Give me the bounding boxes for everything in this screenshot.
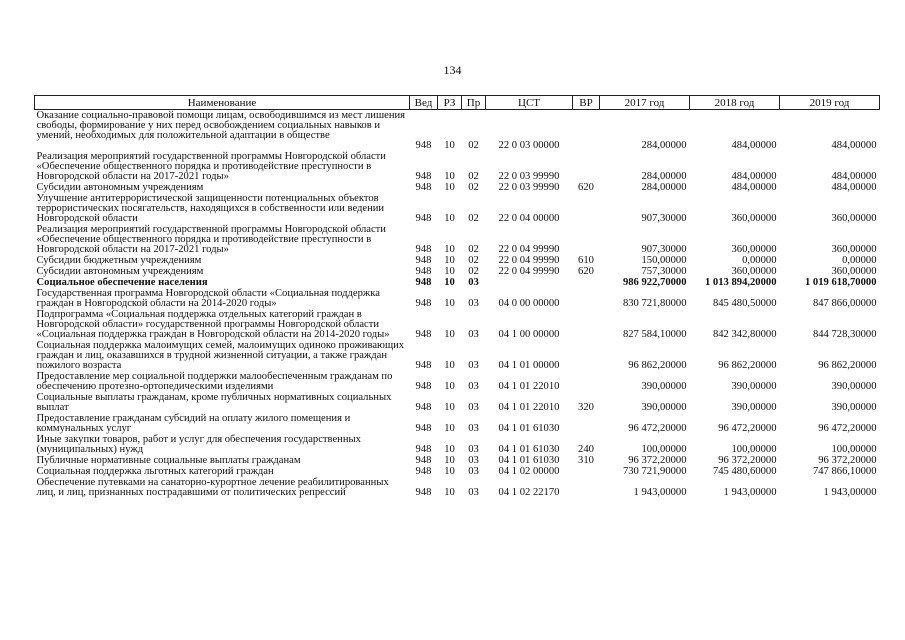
page-number: 134 — [443, 63, 462, 77]
row-2019: 360,00000 — [831, 244, 877, 255]
header-pr: Пр — [462, 96, 486, 110]
row-ved: 948 — [415, 298, 432, 309]
row-rz: 10 — [444, 444, 455, 455]
row-vr — [573, 110, 600, 142]
row-rz: 10 — [444, 329, 455, 340]
row-ved: 948 — [415, 266, 432, 277]
row-ved — [410, 110, 438, 142]
row-pr: 03 — [468, 277, 479, 288]
row-name: Обеспечение путевками на санаторно-курортное лечение реабилитированных лиц, и лиц, признанных пострадавшими от политических репрессий — [36, 477, 389, 498]
row-pr: 02 — [468, 255, 479, 266]
row-2018: 360,00000 — [731, 213, 777, 224]
row-2018: 96 862,20000 — [718, 360, 777, 371]
row-name: Социальное обеспечение населения — [36, 277, 208, 288]
row-2017: 100,00000 — [641, 444, 687, 455]
row-ved: 948 — [415, 466, 432, 477]
table-row — [35, 413, 880, 434]
table-row — [35, 255, 880, 266]
row-name: Субсидии автономным учреждениям — [36, 182, 204, 193]
row-pr: 02 — [468, 141, 479, 151]
row-ved: 948 — [415, 487, 432, 498]
row-cst: 04 1 01 61030 — [498, 423, 560, 434]
row-name: Предоставление мер социальной поддержки малообеспеченным гражданам по обеспечению протезно-ортопедическими изделиями — [36, 371, 393, 392]
row-2019: 0,00000 — [842, 255, 877, 266]
row-pr: 03 — [468, 298, 479, 309]
row-2018: 845 480,50000 — [712, 298, 777, 309]
header-2017: 2017 год — [600, 96, 690, 110]
row-name: Субсидии автономным учреждениям — [36, 266, 204, 277]
table-row — [35, 110, 880, 142]
row-cst: 04 1 01 00000 — [498, 360, 560, 371]
row-name: Реализация мероприятий государственной программы Новгородской области «Обеспечение общественного порядка и противодействие преступности в Новгородской области на 2017-2021 годы» — [36, 224, 386, 255]
row-pr: 03 — [468, 329, 479, 340]
table-row — [35, 434, 880, 455]
row-2019: 484,00000 — [831, 141, 877, 151]
row-name: Публичные нормативные социальные выплаты гражданам — [36, 455, 301, 466]
row-rz: 10 — [444, 266, 455, 277]
row-rz: 10 — [444, 255, 455, 266]
row-2019: 96 372,20000 — [818, 455, 877, 466]
row-name: Иные закупки товаров, работ и услуг для обеспечения государственных (муниципальных) нужд — [36, 434, 361, 455]
row-2017: 827 584,10000 — [622, 329, 687, 340]
row-2018: 96 472,20000 — [718, 423, 777, 434]
table-row — [35, 288, 880, 309]
row-2019: 1 943,00000 — [823, 487, 877, 498]
row-2018: 484,00000 — [731, 141, 777, 151]
row-cst: 22 0 04 00000 — [498, 213, 560, 224]
row-vr — [573, 340, 600, 371]
table-row — [35, 151, 880, 182]
table-row — [35, 371, 880, 392]
row-vr — [573, 466, 600, 477]
budget-table — [34, 95, 880, 498]
row-2019: 360,00000 — [831, 266, 877, 277]
row-2019: 847 866,00000 — [812, 298, 877, 309]
row-2019 — [780, 110, 880, 142]
row-vr: 240 — [578, 444, 594, 455]
table-row — [35, 477, 880, 498]
row-ved: 948 — [415, 381, 432, 392]
row-ved: 948 — [415, 455, 432, 466]
row-rz — [438, 110, 462, 142]
row-2019: 96 862,20000 — [818, 360, 877, 371]
row-cst: 04 1 02 00000 — [498, 466, 560, 477]
row-name: Социальная поддержка льготных категорий граждан — [36, 466, 274, 477]
row-rz: 10 — [444, 381, 455, 392]
table-row — [35, 224, 880, 255]
table-row — [35, 309, 880, 340]
row-rz: 10 — [444, 360, 455, 371]
row-rz: 10 — [444, 277, 455, 288]
row-name: Субсидии бюджетным учреждениям — [36, 255, 202, 266]
row-2017 — [600, 110, 690, 142]
table-row — [35, 277, 880, 288]
row-2019: 844 728,30000 — [812, 329, 877, 340]
row-pr: 02 — [468, 213, 479, 224]
row-name: Улучшение антитеррористической защищенности потенциальных объектов террористических посягательств, находящихся в собственности или ведении Новгородской области — [36, 193, 385, 224]
row-name: Государственная программа Новгородской области «Социальная поддержка граждан в Новгородской области на 2014-2020 годы» — [36, 288, 380, 309]
row-2017: 96 472,20000 — [628, 423, 687, 434]
row-cst: 04 0 00 00000 — [498, 298, 560, 309]
row-ved: 948 — [415, 402, 432, 413]
row-vr — [573, 141, 600, 151]
row-rz: 10 — [444, 182, 455, 193]
row-pr: 02 — [468, 244, 479, 255]
row-rz: 10 — [444, 423, 455, 434]
row-ved: 948 — [415, 329, 432, 340]
row-pr: 03 — [468, 466, 479, 477]
row-2018: 842 342,80000 — [712, 329, 777, 340]
row-cst: 04 1 01 61030 — [498, 444, 560, 455]
row-2017: 284,00000 — [641, 182, 687, 193]
row-cst — [486, 277, 573, 288]
row-cst: 22 0 04 99990 — [498, 255, 560, 266]
row-2017: 96 862,20000 — [628, 360, 687, 371]
row-2019: 96 472,20000 — [818, 423, 877, 434]
row-pr: 02 — [468, 266, 479, 277]
row-vr — [573, 277, 600, 288]
table-body — [35, 110, 880, 499]
table-row — [35, 266, 880, 277]
row-2019: 360,00000 — [831, 213, 877, 224]
row-2018: 390,00000 — [731, 402, 777, 413]
row-2018: 96 372,20000 — [718, 455, 777, 466]
header-2018: 2018 год — [690, 96, 780, 110]
row-2019: 484,00000 — [831, 182, 877, 193]
row-ved: 948 — [415, 423, 432, 434]
row-pr: 03 — [468, 360, 479, 371]
row-2017: 390,00000 — [641, 381, 687, 392]
row-ved: 948 — [415, 182, 432, 193]
row-rz: 10 — [444, 244, 455, 255]
row-2018: 1 943,00000 — [723, 487, 777, 498]
row-name: Социальные выплаты гражданам, кроме публичных нормативных социальных выплат — [36, 392, 392, 413]
row-rz: 10 — [444, 141, 455, 151]
row-cst: 22 0 04 99990 — [498, 266, 560, 277]
row-2018 — [690, 110, 780, 142]
row-vr — [573, 413, 600, 434]
row-name: Социальная поддержка малоимущих семей, малоимущих одиноко проживающих граждан и лиц, оказавшихся в трудной жизненной ситуации, а также граждан пожилого возраста — [36, 340, 405, 371]
row-ved: 948 — [415, 244, 432, 255]
row-vr — [573, 288, 600, 309]
row-2018: 360,00000 — [731, 266, 777, 277]
header-ved: Вед — [410, 96, 438, 110]
row-pr: 03 — [468, 381, 479, 392]
row-vr — [573, 477, 600, 498]
row-2019: 747 866,10000 — [812, 466, 877, 477]
row-rz: 10 — [444, 455, 455, 466]
row-vr: 620 — [578, 266, 594, 277]
row-cst: 04 1 01 61030 — [498, 455, 560, 466]
header-rz: РЗ — [438, 96, 462, 110]
table-row — [35, 392, 880, 413]
table-row — [35, 466, 880, 477]
row-rz: 10 — [444, 213, 455, 224]
row-ved: 948 — [415, 141, 432, 151]
row-2018: 0,00000 — [742, 255, 777, 266]
row-name: Реализация мероприятий государственной программы Новгородской области «Обеспечение общественного порядка и противодействие преступности в Новгородской области на 2017-2021 годы» — [36, 151, 386, 182]
row-pr: 03 — [468, 402, 479, 413]
row-cst: 04 1 01 22010 — [498, 402, 560, 413]
row-cst — [486, 110, 573, 142]
row-vr — [573, 151, 600, 182]
row-ved: 948 — [415, 277, 432, 288]
row-pr: 03 — [468, 423, 479, 434]
row-2019: 390,00000 — [831, 402, 877, 413]
row-2018: 484,00000 — [731, 171, 777, 182]
row-2019: 390,00000 — [831, 381, 877, 392]
row-ved: 948 — [415, 255, 432, 266]
row-pr — [462, 110, 486, 142]
header-name: Наименование — [35, 96, 410, 110]
row-name: Оказание социально-правовой помощи лицам, освободившимся из мест лишения свободы, формирование у них перед освобождением социальных навыков и умений, необходимых для положительной адаптации в обществе — [36, 110, 406, 141]
row-cst: 22 0 03 00000 — [498, 141, 560, 151]
row-pr: 02 — [468, 171, 479, 182]
table-row — [35, 182, 880, 193]
table-row — [35, 193, 880, 224]
row-vr — [573, 224, 600, 255]
row-2017: 907,30000 — [641, 244, 687, 255]
row-2017: 986 922,70000 — [622, 277, 687, 288]
header-cst: ЦСТ — [486, 96, 573, 110]
row-vr: 610 — [578, 255, 594, 266]
header-2019: 2019 год — [780, 96, 880, 110]
row-vr — [573, 309, 600, 340]
row-vr: 310 — [578, 455, 594, 466]
row-rz: 10 — [444, 487, 455, 498]
table-row — [35, 141, 880, 151]
row-rz: 10 — [444, 298, 455, 309]
row-vr — [573, 193, 600, 224]
row-2019: 484,00000 — [831, 171, 877, 182]
row-pr: 03 — [468, 444, 479, 455]
row-name — [35, 141, 410, 151]
row-pr: 02 — [468, 182, 479, 193]
row-2018: 484,00000 — [731, 182, 777, 193]
row-cst: 04 1 02 22170 — [498, 487, 560, 498]
row-rz: 10 — [444, 466, 455, 477]
row-2017: 757,30000 — [641, 266, 687, 277]
row-2018: 745 480,60000 — [712, 466, 777, 477]
header-vr: ВР — [573, 96, 600, 110]
row-2018: 360,00000 — [731, 244, 777, 255]
row-cst: 22 0 03 99990 — [498, 171, 560, 182]
row-2019: 100,00000 — [831, 444, 877, 455]
row-rz: 10 — [444, 402, 455, 413]
row-2017: 96 372,20000 — [628, 455, 687, 466]
row-name: Подпрограмма «Социальная поддержка отдельных категорий граждан в Новгородской области» государственной программы Новгородской области «Социальная поддержка граждан в Новгородской области на 2014-2020 годы» — [36, 309, 390, 340]
row-name: Предоставление гражданам субсидий на оплату жилого помещения и коммунальных услуг — [36, 413, 351, 434]
row-2018: 390,00000 — [731, 381, 777, 392]
row-2017: 390,00000 — [641, 402, 687, 413]
row-2019: 1 019 618,70000 — [804, 277, 877, 288]
table-row — [35, 340, 880, 371]
table-header-row — [35, 96, 880, 110]
row-2017: 284,00000 — [641, 171, 687, 182]
row-2017: 284,00000 — [641, 141, 687, 151]
row-cst: 04 1 01 22010 — [498, 381, 560, 392]
row-2017: 150,00000 — [641, 255, 687, 266]
row-cst: 04 1 00 00000 — [498, 329, 560, 340]
row-ved: 948 — [415, 360, 432, 371]
row-2017: 730 721,90000 — [622, 466, 687, 477]
row-ved: 948 — [415, 213, 432, 224]
row-2017: 830 721,80000 — [622, 298, 687, 309]
row-2017: 1 943,00000 — [633, 487, 687, 498]
row-pr: 03 — [468, 487, 479, 498]
row-2018: 1 013 894,20000 — [704, 277, 777, 288]
row-2018: 100,00000 — [731, 444, 777, 455]
table-row — [35, 455, 880, 466]
row-ved: 948 — [415, 444, 432, 455]
row-ved: 948 — [415, 171, 432, 182]
row-rz: 10 — [444, 171, 455, 182]
row-cst: 22 0 03 99990 — [498, 182, 560, 193]
row-vr — [573, 371, 600, 392]
row-pr: 03 — [468, 455, 479, 466]
row-cst: 22 0 04 99990 — [498, 244, 560, 255]
row-vr: 620 — [578, 182, 594, 193]
row-2017: 907,30000 — [641, 213, 687, 224]
row-vr: 320 — [578, 402, 594, 413]
